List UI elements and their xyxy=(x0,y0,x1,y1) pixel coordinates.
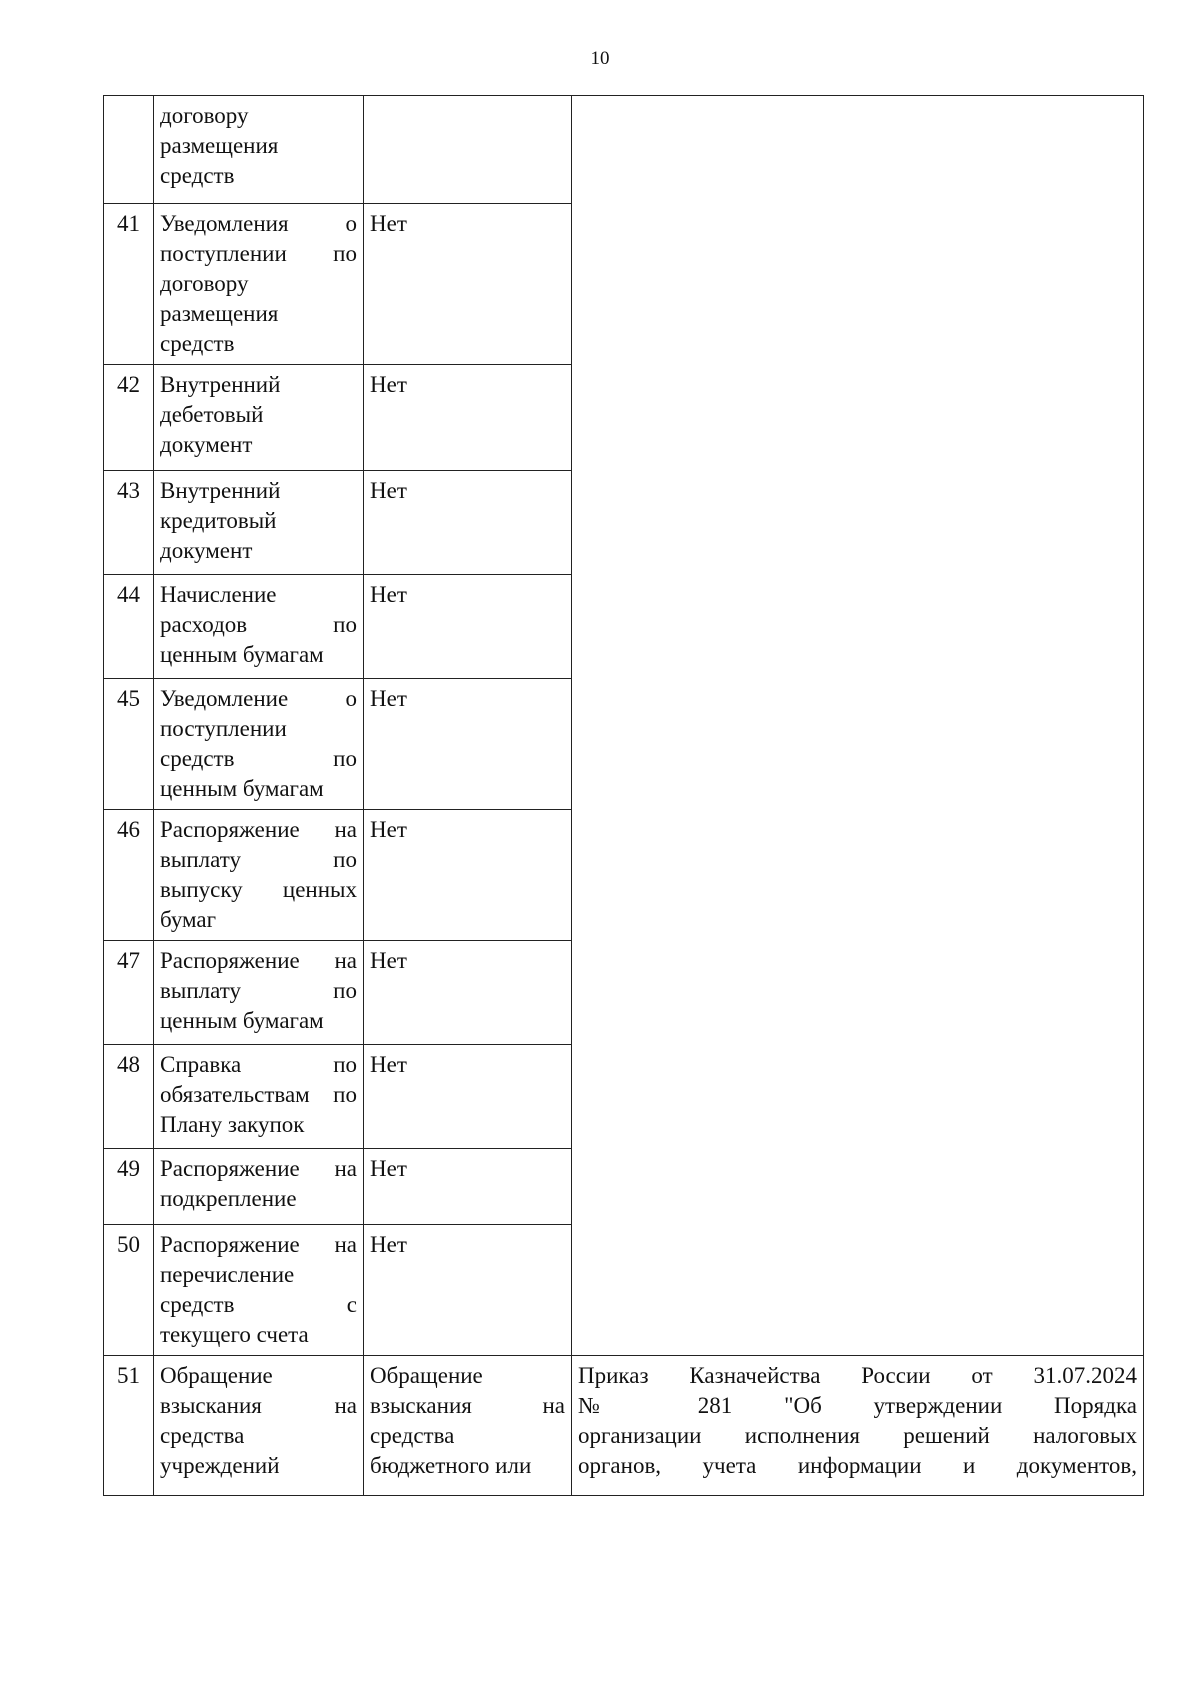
document-name-line: размещения xyxy=(160,133,279,158)
document-name-cell xyxy=(154,941,364,1045)
value-line: Нет xyxy=(370,582,407,607)
row-number: 43 xyxy=(104,471,154,575)
document-name-line: средств с xyxy=(160,1292,357,1317)
value-cell xyxy=(364,810,572,941)
document-name-line: ценным бумагам xyxy=(160,642,324,667)
value-line: бюджетного или xyxy=(370,1453,532,1478)
document-name-line: договору xyxy=(160,271,249,296)
basis-cell-empty xyxy=(572,96,1144,1356)
value-line: Нет xyxy=(370,1052,407,1077)
document-name-line: Внутренний xyxy=(160,478,281,503)
row-number: 51 xyxy=(104,1356,154,1496)
document-name-line: расходов по xyxy=(160,612,357,637)
row-number: 42 xyxy=(104,365,154,471)
value-line: Нет xyxy=(370,211,407,236)
value-line: Нет xyxy=(370,948,407,973)
value-line: Нет xyxy=(370,372,407,397)
document-name-line: Внутренний xyxy=(160,372,281,397)
document-name-line: Справка по xyxy=(160,1052,357,1077)
basis-line: № 281 "Об утверждении Порядка xyxy=(578,1393,1137,1418)
document-name-line: ценным бумагам xyxy=(160,776,324,801)
document-name-line: договору xyxy=(160,103,249,128)
basis-cell xyxy=(572,1356,1144,1496)
value-line: Нет xyxy=(370,686,407,711)
document-name-cell xyxy=(154,1356,364,1496)
document-name-line: поступлении по xyxy=(160,241,357,266)
document-name-line: средства xyxy=(160,1423,245,1448)
document-name-line: средств по xyxy=(160,746,357,771)
row-number: 44 xyxy=(104,575,154,679)
row-number xyxy=(104,96,154,204)
value-cell xyxy=(364,471,572,575)
document-name-line: средств xyxy=(160,331,235,356)
document-name-line: поступлении xyxy=(160,716,287,741)
document-table xyxy=(103,95,1144,1496)
document-name-line: Распоряжение на xyxy=(160,817,357,842)
document-name-cell xyxy=(154,810,364,941)
basis-line: организации исполнения решений налоговых xyxy=(578,1423,1137,1448)
value-cell xyxy=(364,1225,572,1356)
page-number: 10 xyxy=(590,48,610,69)
value-cell xyxy=(364,1149,572,1225)
document-name-cell xyxy=(154,471,364,575)
document-name-line: Уведомления о xyxy=(160,211,357,236)
row-number: 46 xyxy=(104,810,154,941)
value-cell xyxy=(364,1045,572,1149)
document-name-line: средств xyxy=(160,163,235,188)
value-line: средства xyxy=(370,1423,455,1448)
document-name-line: размещения xyxy=(160,301,279,326)
document-name-line: Распоряжение на xyxy=(160,948,357,973)
basis-line: органов, учета информации и документов, xyxy=(578,1453,1137,1478)
document-name-line: Плану закупок xyxy=(160,1112,305,1137)
document-name-cell xyxy=(154,1149,364,1225)
document-name-line: Уведомление о xyxy=(160,686,357,711)
document-name-line: обязательствам по xyxy=(160,1082,357,1107)
document-name-cell xyxy=(154,575,364,679)
row-number: 41 xyxy=(104,204,154,365)
basis-line: Приказ Казначейства России от 31.07.2024 xyxy=(578,1363,1137,1388)
value-cell xyxy=(364,575,572,679)
value-cell xyxy=(364,365,572,471)
document-name-cell xyxy=(154,96,364,204)
table-row xyxy=(104,96,1144,204)
document-name-line: взыскания на xyxy=(160,1393,357,1418)
document-name-line: выплату по xyxy=(160,978,357,1003)
row-number: 49 xyxy=(104,1149,154,1225)
document-name-line: Распоряжение на xyxy=(160,1232,357,1257)
table-row xyxy=(104,1356,1144,1496)
document-name-line: Начисление xyxy=(160,582,277,607)
value-line: Нет xyxy=(370,1232,407,1257)
document-name-line: учреждений xyxy=(160,1453,280,1478)
document-name-line: кредитовый xyxy=(160,508,277,533)
row-number: 48 xyxy=(104,1045,154,1149)
row-number: 50 xyxy=(104,1225,154,1356)
document-name-line: бумаг xyxy=(160,907,217,932)
value-line: Нет xyxy=(370,817,407,842)
value-cell xyxy=(364,679,572,810)
value-line: взыскания на xyxy=(370,1393,565,1418)
value-cell xyxy=(364,96,572,204)
value-cell xyxy=(364,941,572,1045)
document-name-cell xyxy=(154,365,364,471)
document-name-line: выпуску ценных xyxy=(160,877,357,902)
document-name-cell xyxy=(154,204,364,365)
document-name-line: дебетовый xyxy=(160,402,264,427)
document-name-line: документ xyxy=(160,538,253,563)
document-name-cell xyxy=(154,1225,364,1356)
document-name-line: перечисление xyxy=(160,1262,295,1287)
document-name-line: документ xyxy=(160,432,253,457)
value-line: Нет xyxy=(370,478,407,503)
value-cell xyxy=(364,204,572,365)
value-cell xyxy=(364,1356,572,1496)
document-name-line: выплату по xyxy=(160,847,357,872)
document-name-line: ценным бумагам xyxy=(160,1008,324,1033)
document-name-cell xyxy=(154,679,364,810)
document-name-line: Обращение xyxy=(160,1363,273,1388)
value-line: Обращение xyxy=(370,1363,483,1388)
document-name-cell xyxy=(154,1045,364,1149)
document-name-line: Распоряжение на xyxy=(160,1156,357,1181)
document-name-line: текущего счета xyxy=(160,1322,309,1347)
row-number: 47 xyxy=(104,941,154,1045)
row-number: 45 xyxy=(104,679,154,810)
document-name-line: подкрепление xyxy=(160,1186,297,1211)
value-line: Нет xyxy=(370,1156,407,1181)
